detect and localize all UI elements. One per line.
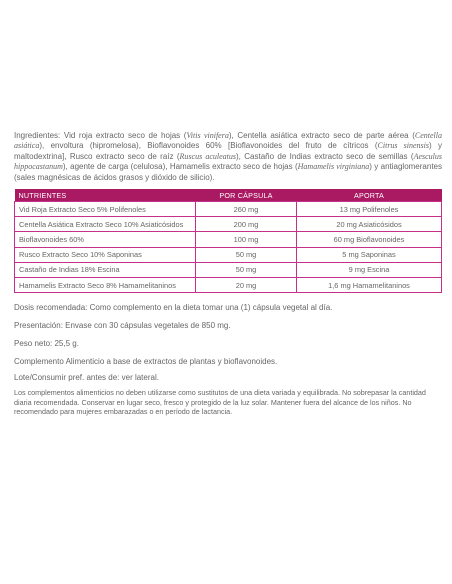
nutrient-name: Centella Asiática Extracto Seco 10% Asiaticósidos	[15, 217, 196, 232]
nutrient-provides: 13 mg Polifenoles	[297, 202, 442, 217]
nutrient-per-capsule: 100 mg	[196, 232, 297, 247]
table-row	[15, 247, 442, 262]
nutrient-per-capsule: 260 mg	[196, 202, 297, 217]
header-nutrients: NUTRIENTES	[15, 189, 196, 202]
ingredient-latin-name: Aesculus hippocastanum	[14, 151, 443, 172]
ingredient-text-segment: ) y antiaglomerantes (sales magnésicas de ácidos grasos y dióxido de silicio).	[14, 162, 442, 182]
recommended-dose: Dosis recomendada: Como complemento en la dieta tomar una (1) cápsula vegetal al día.	[14, 303, 333, 313]
net-weight: Peso neto: 25,5 g.	[14, 339, 79, 349]
nutrient-name: Castaño de Indias 18% Escina	[15, 262, 196, 277]
nutrient-provides: 20 mg Asiaticósidos	[297, 217, 442, 232]
table-row	[15, 262, 442, 277]
complement-description: Complemento Alimenticio a base de extractos de plantas y bioflavonoides.	[14, 357, 278, 367]
lot-expiry-text: Lote/Consumir pref. antes de: ver lateral.	[14, 373, 159, 383]
ingredient-text-segment: ), Castaño de Indias extracto seco de semillas (	[236, 151, 414, 161]
table-row	[15, 277, 442, 292]
ingredient-latin-name: Citrus sinensis	[377, 141, 429, 151]
warning-text: Los complementos alimenticios no deben utilizarse como sustitutos de una dieta variada y equilibrada. No sobrepasar la cantidad diaria recomendada. Conservar en lugar seco, fresco y protegido de la luz solar. Mantener fuera del alcance de los niños. No recomendado para mujeres embarazadas o en período de lactancia.	[14, 388, 426, 417]
nutrient-name: Bioflavonoides 60%	[15, 232, 196, 247]
nutrient-name: Hamamelis Extracto Seco 8% Hamamelitaninos	[15, 277, 196, 292]
nutrient-provides: 1,6 mg Hamamelitaninos	[297, 277, 442, 292]
ingredients-text	[14, 131, 442, 183]
nutrient-name: Rusco Extracto Seco 10% Saponinas	[15, 247, 196, 262]
table-header-row	[15, 189, 442, 202]
nutrient-per-capsule: 50 mg	[196, 247, 297, 262]
nutrient-provides: 60 mg Bioflavonoides	[297, 232, 442, 247]
ingredient-text-segment: Ingredientes: Vid roja extracto seco de hojas (	[14, 131, 187, 140]
ingredient-latin-name: Centella asiática	[14, 131, 442, 151]
table-row	[15, 232, 442, 247]
nutrient-provides: 5 mg Saponinas	[297, 247, 442, 262]
ingredient-text-segment: ) y maltodextrina], Rusco extracto seco de raíz (	[14, 141, 443, 161]
ingredient-latin-name: Vitis vinifera	[186, 131, 229, 140]
ingredient-text-segment: ), Centella asiática extracto seco de parte aérea (	[228, 131, 415, 140]
nutrient-name: Vid Roja Extracto Seco 5% Polifenoles	[15, 202, 196, 217]
product-label	[14, 131, 442, 424]
nutrient-per-capsule: 20 mg	[196, 277, 297, 292]
presentation-text: Presentación: Envase con 30 cápsulas vegetales de 850 mg.	[14, 321, 231, 331]
ingredient-text-segment: ), agente de carga (celulosa), Hamamelis extracto seco de hojas (	[62, 162, 298, 172]
ingredient-latin-name: Hamamelis virginiana	[297, 162, 370, 172]
nutrient-per-capsule: 50 mg	[196, 262, 297, 277]
nutrition-table	[14, 189, 442, 293]
nutrient-provides: 9 mg Escina	[297, 262, 442, 277]
nutrient-per-capsule: 200 mg	[196, 217, 297, 232]
header-provides: APORTA	[297, 189, 442, 202]
header-per-capsule: POR CÁPSULA	[196, 189, 297, 202]
ingredient-latin-name: Ruscus aculeatus	[179, 151, 236, 161]
table-row	[15, 202, 442, 217]
table-row	[15, 217, 442, 232]
ingredient-text-segment: ), envoltura (hipromelosa), Bioflavonoides 60% [Bioflavonoides del fruto de cítricos (	[39, 141, 378, 151]
